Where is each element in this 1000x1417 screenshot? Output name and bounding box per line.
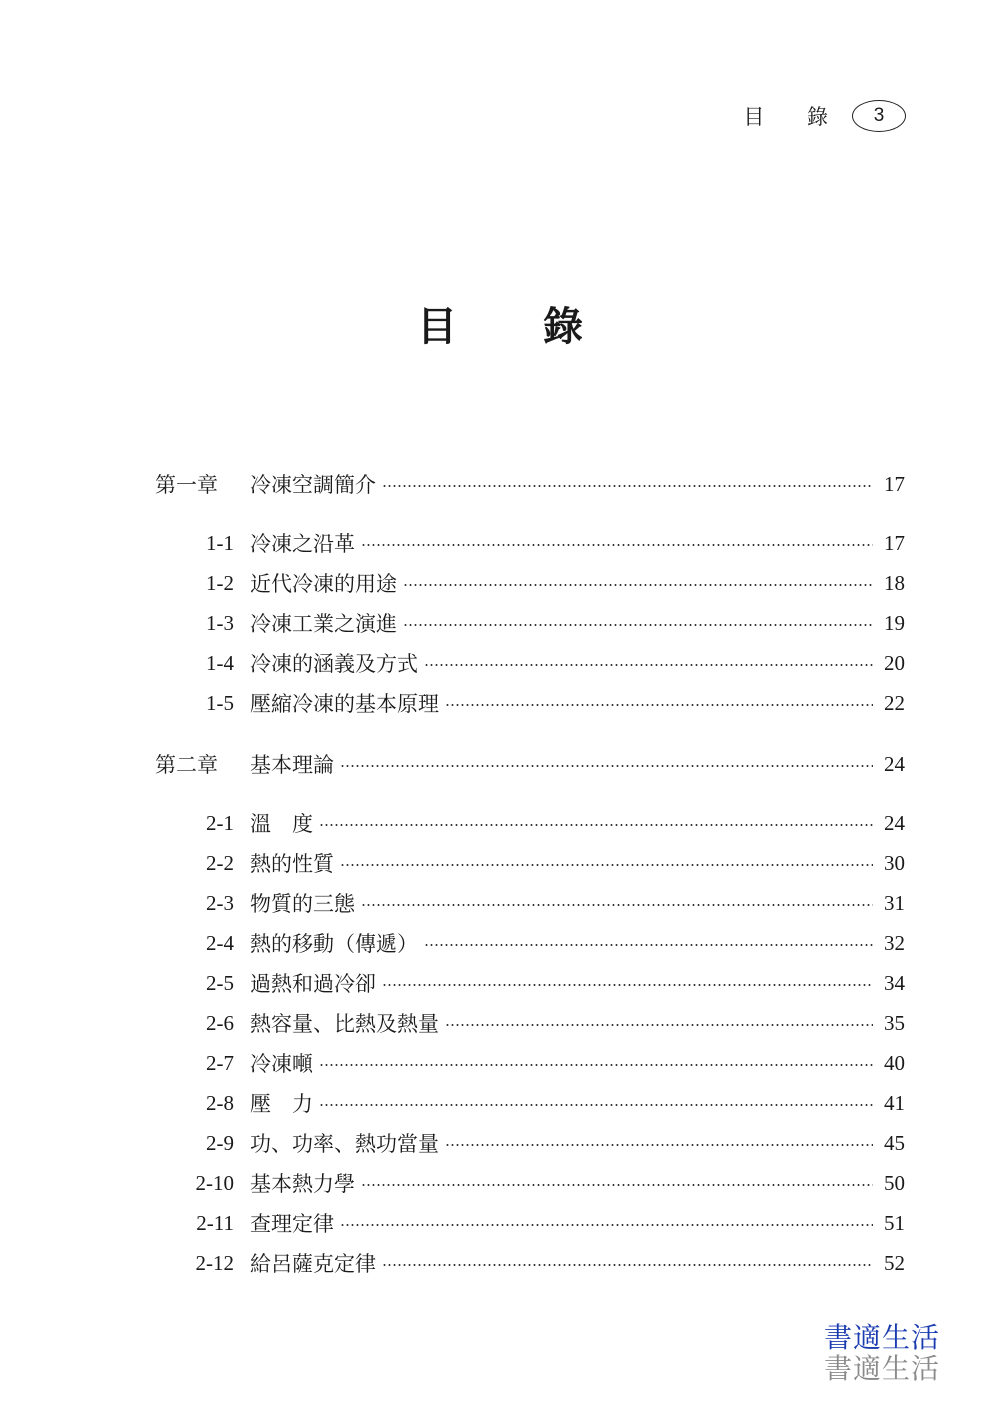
section-title: 查理定律: [250, 1212, 334, 1236]
watermark-line-secondary: 書適生活: [823, 1352, 940, 1385]
toc-chapter-row[interactable]: [155, 745, 905, 783]
page-ref: 34: [884, 970, 905, 995]
chapter-number: 第二章: [155, 753, 218, 777]
dot-leader: [445, 1024, 873, 1026]
dot-leader: [382, 984, 873, 986]
section-number: 1-4: [206, 650, 234, 675]
section-number: 2-7: [206, 1050, 234, 1075]
dot-leader: [361, 544, 873, 546]
section-number: 2-12: [195, 1250, 234, 1275]
toc-section-row[interactable]: [155, 524, 905, 562]
dot-leader: [340, 765, 873, 767]
toc-section-row[interactable]: [155, 1004, 905, 1042]
toc-section-row[interactable]: [155, 1164, 905, 1202]
section-title: 熱的移動（傳遞）: [250, 932, 418, 956]
page-ref: 17: [884, 471, 905, 496]
section-number: 1-1: [206, 530, 234, 555]
section-title: 物質的三態: [250, 892, 355, 916]
running-head-title: 目 錄: [743, 105, 846, 129]
section-number: 1-3: [206, 610, 234, 635]
dot-leader: [319, 824, 873, 826]
toc-section-row[interactable]: [155, 1084, 905, 1122]
section-number: 1-2: [206, 570, 234, 595]
section-title: 溫 度: [250, 812, 313, 836]
section-number: 2-2: [206, 850, 234, 875]
section-title: 熱的性質: [250, 852, 334, 876]
toc-section-row[interactable]: [155, 684, 905, 722]
page-ref: 18: [884, 570, 905, 595]
toc-section-row[interactable]: [155, 1204, 905, 1242]
dot-leader: [382, 1264, 873, 1266]
page-ref: 52: [884, 1250, 905, 1275]
section-number: 2-10: [195, 1170, 234, 1195]
dot-leader: [403, 624, 873, 626]
section-title: 熱容量、比熱及熱量: [250, 1012, 439, 1036]
section-title: 冷凍的涵義及方式: [250, 652, 418, 676]
section-number: 2-9: [206, 1130, 234, 1155]
section-title: 過熱和過冷卻: [250, 972, 376, 996]
page-number: 3: [852, 100, 906, 132]
page-ref: 22: [884, 690, 905, 715]
page-ref: 20: [884, 650, 905, 675]
section-title: 壓縮冷凍的基本原理: [250, 692, 439, 716]
section-title: 基本熱力學: [250, 1172, 355, 1196]
section-title: 給呂薩克定律: [250, 1252, 376, 1276]
toc-chapter-row[interactable]: [155, 465, 905, 503]
dot-leader: [445, 1144, 873, 1146]
page-ref: 17: [884, 530, 905, 555]
toc-section-row[interactable]: [155, 1244, 905, 1282]
page-ref: 19: [884, 610, 905, 635]
page-ref: 30: [884, 850, 905, 875]
watermark: [824, 1322, 940, 1384]
toc-section-row[interactable]: [155, 1044, 905, 1082]
dot-leader: [340, 1224, 873, 1226]
page-ref: 31: [884, 890, 905, 915]
dot-leader: [382, 485, 873, 487]
toc-section-row[interactable]: [155, 924, 905, 962]
page-ref: 32: [884, 930, 905, 955]
dot-leader: [361, 904, 873, 906]
chapter-title: 基本理論: [250, 753, 334, 777]
section-number: 1-5: [206, 690, 234, 715]
dot-leader: [403, 584, 873, 586]
section-number: 2-6: [206, 1010, 234, 1035]
section-title: 壓 力: [250, 1092, 313, 1116]
toc-section-row[interactable]: [155, 564, 905, 602]
section-number: 2-1: [206, 810, 234, 835]
section-number: 2-5: [206, 970, 234, 995]
running-head: [743, 100, 906, 132]
section-title: 冷凍工業之演進: [250, 612, 397, 636]
section-title: 冷凍噸: [250, 1052, 313, 1076]
dot-leader: [361, 1184, 873, 1186]
section-number: 2-3: [206, 890, 234, 915]
toc-section-row[interactable]: [155, 964, 905, 1002]
toc-section-row[interactable]: [155, 884, 905, 922]
toc-section-row[interactable]: [155, 644, 905, 682]
page-ref: 50: [884, 1170, 905, 1195]
toc-section-row[interactable]: [155, 844, 905, 882]
dot-leader: [319, 1064, 873, 1066]
page-ref: 24: [884, 751, 905, 776]
page-ref: 41: [884, 1090, 905, 1115]
section-number: 2-4: [206, 930, 234, 955]
dot-leader: [424, 664, 873, 666]
page-ref: 45: [884, 1130, 905, 1155]
page-ref: 35: [884, 1010, 905, 1035]
dot-leader: [340, 864, 873, 866]
chapter-title: 冷凍空調簡介: [250, 473, 376, 497]
page-title: 目 錄: [417, 303, 619, 350]
dot-leader: [445, 704, 873, 706]
section-title: 功、功率、熱功當量: [250, 1132, 439, 1156]
page-ref: 40: [884, 1050, 905, 1075]
section-title: 近代冷凍的用途: [250, 572, 397, 596]
page-ref: 51: [884, 1210, 905, 1235]
toc-section-row[interactable]: [155, 604, 905, 642]
toc-section-row[interactable]: [155, 804, 905, 842]
page-ref: 24: [884, 810, 905, 835]
dot-leader: [319, 1104, 873, 1106]
section-number: 2-8: [206, 1090, 234, 1115]
section-title: 冷凍之沿革: [250, 532, 355, 556]
dot-leader: [424, 944, 873, 946]
chapter-number: 第一章: [155, 473, 218, 497]
toc-section-row[interactable]: [155, 1124, 905, 1162]
section-number: 2-11: [196, 1210, 234, 1235]
watermark-line-primary: 書適生活: [823, 1321, 940, 1354]
